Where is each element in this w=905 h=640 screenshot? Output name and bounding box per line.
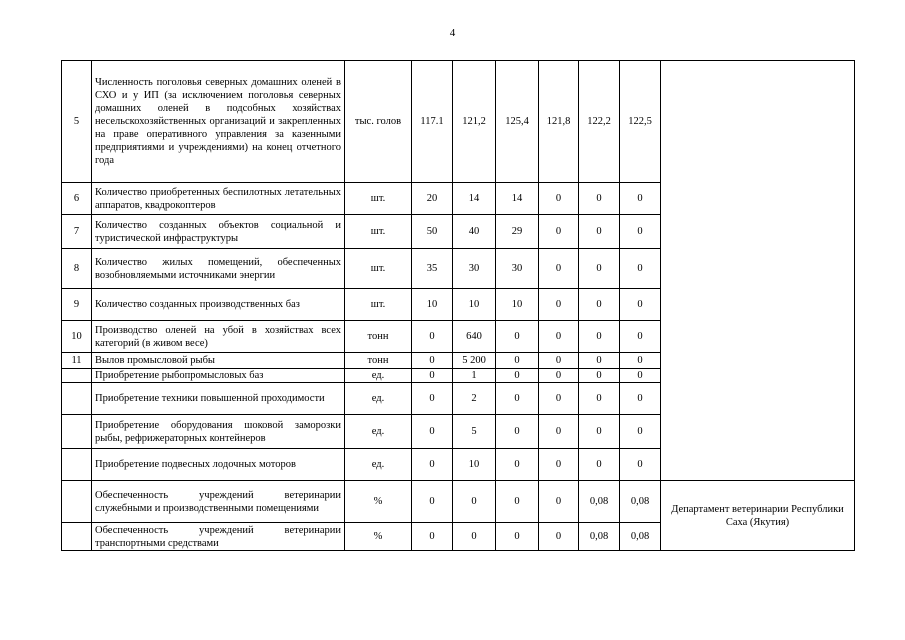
value-cell: 0 [539, 383, 579, 415]
unit-cell: тонн [345, 321, 412, 353]
value-cell: 0 [579, 321, 620, 353]
row-number [62, 383, 92, 415]
row-number: 6 [62, 183, 92, 215]
value-cell: 50 [412, 215, 453, 249]
unit-cell: тыс. голов [345, 61, 412, 183]
value-cell: 0,08 [579, 523, 620, 551]
value-cell: 0 [579, 383, 620, 415]
value-cell: 0 [539, 523, 579, 551]
value-cell: 0 [620, 449, 661, 481]
value-cell: 0 [539, 353, 579, 369]
row-number: 5 [62, 61, 92, 183]
value-cell: 0 [412, 481, 453, 523]
table-row [62, 481, 855, 523]
indicator-name: Обеспеченность учреждений ветеринарии транспортными средствами [92, 523, 345, 551]
value-cell: 0 [496, 321, 539, 353]
value-cell: 0 [412, 383, 453, 415]
indicator-name: Обеспеченность учреждений ветеринарии служебными и производственными помещениями [92, 481, 345, 523]
value-cell: 0 [412, 449, 453, 481]
value-cell: 0 [496, 353, 539, 369]
value-cell: 0 [496, 523, 539, 551]
indicator-name: Количество созданных объектов социальной и туристической инфраструктуры [92, 215, 345, 249]
value-cell: 0 [412, 369, 453, 383]
indicator-name: Численность поголовья северных домашних оленей в СХО и у ИП (за исключением поголовья северных домашних оленей в подсобных хозяйствах несельскохозяйственных организаций и закрепленных на праве оперативного управления за казенными предприятиями и учреждениями) на конец отчетного года [92, 61, 345, 183]
value-cell: 0 [539, 321, 579, 353]
value-cell: 0 [539, 249, 579, 289]
value-cell: 40 [453, 215, 496, 249]
value-cell: 35 [412, 249, 453, 289]
value-cell: 30 [453, 249, 496, 289]
row-number: 8 [62, 249, 92, 289]
row-number [62, 415, 92, 449]
value-cell: 14 [453, 183, 496, 215]
value-cell: 121,8 [539, 61, 579, 183]
value-cell: 0 [496, 449, 539, 481]
value-cell: 0 [620, 321, 661, 353]
value-cell: 0 [539, 183, 579, 215]
value-cell: 0 [412, 353, 453, 369]
row-number: 10 [62, 321, 92, 353]
indicator-name: Приобретение техники повышенной проходимости [92, 383, 345, 415]
value-cell: 5 [453, 415, 496, 449]
value-cell: 0 [496, 383, 539, 415]
row-number: 9 [62, 289, 92, 321]
value-cell: 10 [453, 289, 496, 321]
value-cell: 10 [453, 449, 496, 481]
value-cell: 0 [412, 415, 453, 449]
value-cell: 0 [539, 289, 579, 321]
indicator-name: Вылов промысловой рыбы [92, 353, 345, 369]
row-number: 11 [62, 353, 92, 369]
value-cell: 0 [620, 353, 661, 369]
unit-cell: % [345, 481, 412, 523]
value-cell: 0 [539, 369, 579, 383]
value-cell: 122,2 [579, 61, 620, 183]
indicator-name: Количество созданных производственных баз [92, 289, 345, 321]
value-cell: 1 [453, 369, 496, 383]
value-cell: 0 [539, 481, 579, 523]
value-cell: 0 [579, 183, 620, 215]
value-cell: 0 [620, 249, 661, 289]
indicators-table [61, 60, 855, 551]
indicator-name: Приобретение рыбопромысловых баз [92, 369, 345, 383]
indicator-name: Приобретение оборудования шоковой заморозки рыбы, рефрижераторных контейнеров [92, 415, 345, 449]
value-cell: 10 [412, 289, 453, 321]
value-cell: 0 [579, 369, 620, 383]
value-cell: 10 [496, 289, 539, 321]
value-cell: 0 [620, 369, 661, 383]
value-cell: 0 [496, 481, 539, 523]
value-cell: 0 [579, 249, 620, 289]
row-number: 7 [62, 215, 92, 249]
value-cell: 0 [620, 383, 661, 415]
value-cell: 0 [620, 289, 661, 321]
value-cell: 0 [496, 369, 539, 383]
value-cell: 121,2 [453, 61, 496, 183]
indicator-name: Количество приобретенных беспилотных летательных аппаратов, квадрокоптеров [92, 183, 345, 215]
responsible-department: Департамент ветеринарии Республики Саха (Якутия) [661, 481, 855, 551]
unit-cell: % [345, 523, 412, 551]
value-cell: 0 [620, 215, 661, 249]
value-cell: 0 [579, 449, 620, 481]
value-cell: 0 [412, 523, 453, 551]
value-cell: 5 200 [453, 353, 496, 369]
value-cell: 0 [539, 449, 579, 481]
value-cell: 117.1 [412, 61, 453, 183]
value-cell: 640 [453, 321, 496, 353]
value-cell: 0 [579, 215, 620, 249]
responsible-cell-empty [661, 61, 855, 481]
value-cell: 0 [579, 353, 620, 369]
value-cell: 122,5 [620, 61, 661, 183]
unit-cell: шт. [345, 215, 412, 249]
value-cell: 0 [620, 415, 661, 449]
table-row [62, 61, 855, 183]
unit-cell: шт. [345, 289, 412, 321]
row-number [62, 449, 92, 481]
value-cell: 0 [412, 321, 453, 353]
page-number: 4 [449, 27, 456, 39]
value-cell: 14 [496, 183, 539, 215]
value-cell: 2 [453, 383, 496, 415]
indicator-name: Количество жилых помещений, обеспеченных возобновляемыми источниками энергии [92, 249, 345, 289]
value-cell: 0,08 [579, 481, 620, 523]
value-cell: 0 [453, 481, 496, 523]
value-cell: 0 [620, 183, 661, 215]
row-number [62, 523, 92, 551]
value-cell: 20 [412, 183, 453, 215]
value-cell: 0,08 [620, 481, 661, 523]
unit-cell: ед. [345, 415, 412, 449]
value-cell: 0 [539, 215, 579, 249]
value-cell: 0 [453, 523, 496, 551]
value-cell: 125,4 [496, 61, 539, 183]
unit-cell: шт. [345, 249, 412, 289]
unit-cell: шт. [345, 183, 412, 215]
value-cell: 0 [579, 415, 620, 449]
row-number [62, 481, 92, 523]
value-cell: 0 [496, 415, 539, 449]
value-cell: 0,08 [620, 523, 661, 551]
unit-cell: тонн [345, 353, 412, 369]
unit-cell: ед. [345, 369, 412, 383]
value-cell: 30 [496, 249, 539, 289]
row-number [62, 369, 92, 383]
value-cell: 29 [496, 215, 539, 249]
value-cell: 0 [539, 415, 579, 449]
value-cell: 0 [579, 289, 620, 321]
indicator-name: Приобретение подвесных лодочных моторов [92, 449, 345, 481]
unit-cell: ед. [345, 449, 412, 481]
unit-cell: ед. [345, 383, 412, 415]
indicator-name: Производство оленей на убой в хозяйствах всех категорий (в живом весе) [92, 321, 345, 353]
